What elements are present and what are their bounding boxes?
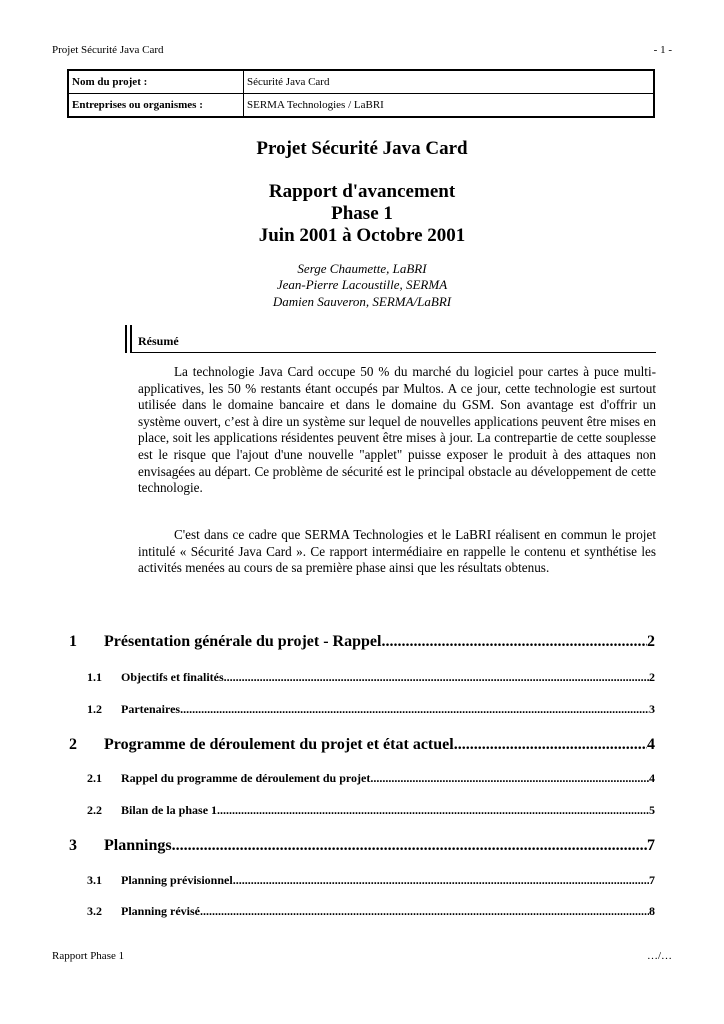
toc-leader [381,633,647,651]
project-info-table [67,69,655,118]
toc-text: Partenaires [121,702,181,716]
toc-entry[interactable] [87,702,655,717]
toc-number: 3 [69,837,77,854]
project-name-value: Sécurité Java Card [244,70,655,94]
toc-leader [370,771,649,786]
toc-number: 2 [69,736,77,753]
toc-leader [224,670,649,685]
report-title: Rapport d'avancement [268,181,456,202]
footer-title: Rapport Phase 1 [52,950,125,962]
header-title: Projet Sécurité Java Card [52,44,164,56]
toc-leader [454,736,647,754]
toc-text: Planning révisé [121,904,201,918]
toc-entry[interactable] [87,873,655,888]
toc-leader [217,803,649,818]
toc-page: 2 [649,670,655,684]
toc-text: Rappel du programme de déroulement du projet [121,771,371,785]
report-phase: Phase 1 [331,203,393,224]
report-period: Juin 2001 à Octobre 2001 [258,225,466,246]
toc-text: Programme de déroulement du projet et état actuel [104,736,454,753]
toc-page: 4 [647,736,655,753]
author: Serge Chaumette, LaBRI [297,261,427,276]
toc-page: 7 [649,873,655,887]
toc-leader [200,904,649,919]
toc-page: 3 [649,702,655,716]
project-name-label: Nom du projet : [68,70,244,94]
toc-entry[interactable] [87,803,655,818]
toc-number: 1 [69,633,77,650]
toc-number: 3.2 [87,904,102,918]
toc-entry[interactable] [87,670,655,685]
author: Jean-Pierre Lacoustille, SERMA [276,277,448,292]
footer-continuation: …/… [646,950,672,962]
toc-leader [172,837,647,855]
toc-page: 7 [647,837,655,854]
toc-entry[interactable] [87,904,655,919]
toc-number: 2.2 [87,803,102,817]
header-page-number: - 1 - [653,44,672,56]
resume-divider [130,352,656,353]
toc-leader [180,702,649,717]
toc-page: 8 [649,904,655,918]
toc-number: 3.1 [87,873,102,887]
toc-entry[interactable] [69,736,655,754]
toc-number: 1.2 [87,702,102,716]
toc-number: 2.1 [87,771,102,785]
organisations-label: Entreprises ou organismes : [68,94,244,118]
toc-leader [233,873,649,888]
toc-text: Plannings [104,837,172,854]
toc-text: Objectifs et finalités [121,670,224,684]
toc-number: 1.1 [87,670,102,684]
resume-marker-bar [130,325,132,353]
resume-marker-bar [125,325,127,353]
organisations-value: SERMA Technologies / LaBRI [244,94,655,118]
resume-paragraph: C'est dans ce cadre que SERMA Technologies et le LaBRI réalisent en commun le projet intitulé « Sécurité Java Card ». Ce rapport intermédiaire en rappelle le contenu et synthétise les activités menées au cours de sa première phase ainsi que les résultats obtenus. [138,527,656,576]
toc-entry[interactable] [69,633,655,651]
toc-text: Bilan de la phase 1 [121,803,218,817]
toc-page: 2 [647,633,655,650]
toc-text: Présentation générale du projet - Rappel [104,633,382,650]
toc-entry[interactable] [87,771,655,786]
toc-page: 5 [649,803,655,817]
toc-entry[interactable] [69,837,655,855]
table-row [68,94,654,118]
resume-heading: Résumé [138,334,179,348]
table-row [68,70,654,94]
document-title: Projet Sécurité Java Card [256,138,468,159]
toc-page: 4 [649,771,655,785]
author: Damien Sauveron, SERMA/LaBRI [272,294,452,309]
toc-text: Planning prévisionnel [121,873,233,887]
resume-paragraph: La technologie Java Card occupe 50 % du marché du logiciel pour cartes à puce multi-applicatives, les 50 % restants étant occupés par Multos. A ce jour, cette technologie est surtout utilisée dans le domaine bancaire et dans le domaine du GSM. Son avantage est d'offrir un système ouvert, c’est à dire un système sur lequel de nouvelles applications peuvent être mises en place, soit les applications résidentes peuvent être mises à jour. La contrepartie de cette souplesse est le risque que l'ajout d'une nouvelle "applet" puisse exposer le produit à des attaques non envisagées au départ. Ce problème de sécurité est le principal obstacle au développement de cette technologie. [138,364,656,496]
